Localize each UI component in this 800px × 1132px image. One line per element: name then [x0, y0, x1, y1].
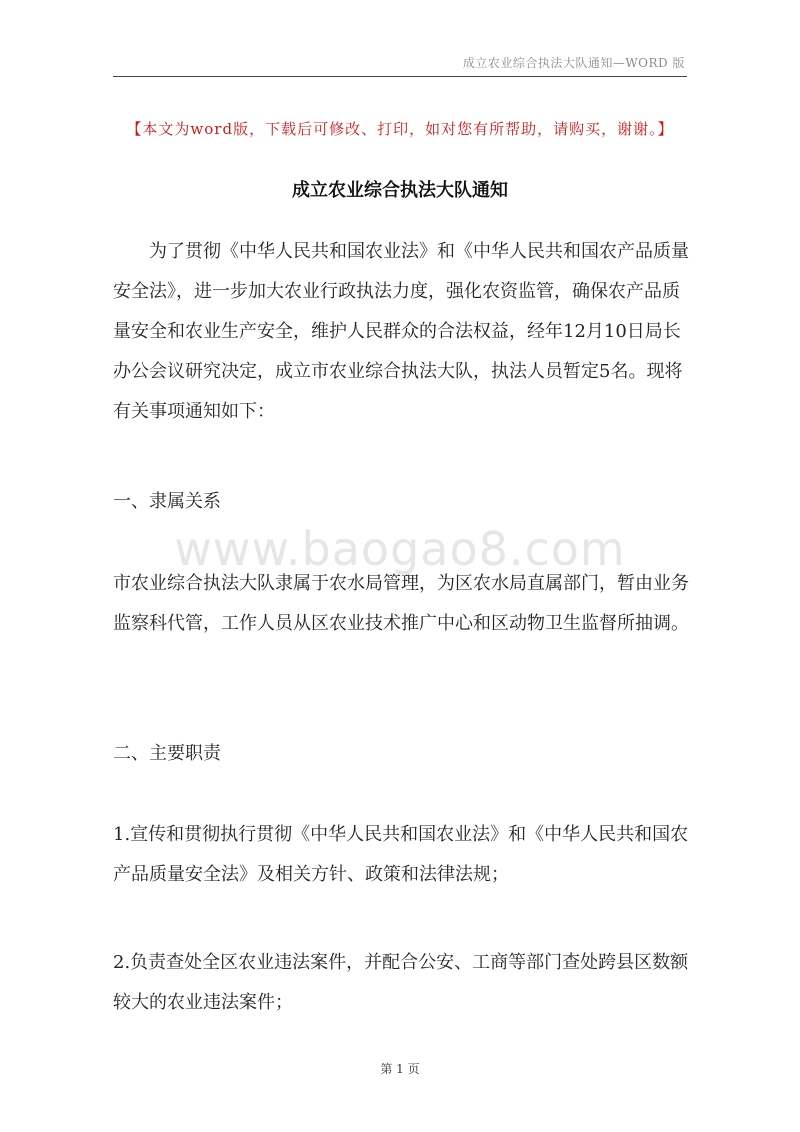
watermark: www.baogao8.com: [174, 522, 626, 576]
header-rule: [113, 76, 687, 77]
section2-item-1: 1.宣传和贯彻执行贯彻《中华人民共和国农业法》和《中华人民共和国农产品质量安全法》及相关方针、政策和法律法规；: [113, 824, 689, 885]
page-number: 第 1 页: [380, 1062, 420, 1076]
running-header: 成立农业综合执法大队通知—WORD 版: [462, 56, 685, 70]
purchase-notice: 【本文为word版，下载后可修改、打印，如对您有所帮助，请购买，谢谢。】: [126, 120, 674, 138]
intro-paragraph: 为了贯彻《中华人民共和国农业法》和《中华人民共和国农产品质量安全法》，进一步加大农业行政执法力度，强化农资监管，确保农产品质量安全和农业生产安全，维护人民群众的合法权益，经年12月10日局长办公会议研究决定，成立市农业综合执法大队，执法人员暂定5名。现将有关事项通知如下：: [113, 241, 689, 422]
section2-item-2: 2.负责查处全区农业违法案件，并配合公安、工商等部门查处跨县区数额较大的农业违法案件；: [113, 952, 689, 1013]
section1-body: 市农业综合执法大队隶属于农水局管理，为区农水局直属部门，暂由业务监察科代管，工作人员从区农业技术推广中心和区动物卫生监督所抽调。: [113, 573, 689, 634]
section1-heading: 一、隶属关系: [113, 491, 221, 512]
document-title: 成立农业综合执法大队通知: [292, 180, 508, 201]
section2-heading: 二、主要职责: [113, 743, 221, 764]
